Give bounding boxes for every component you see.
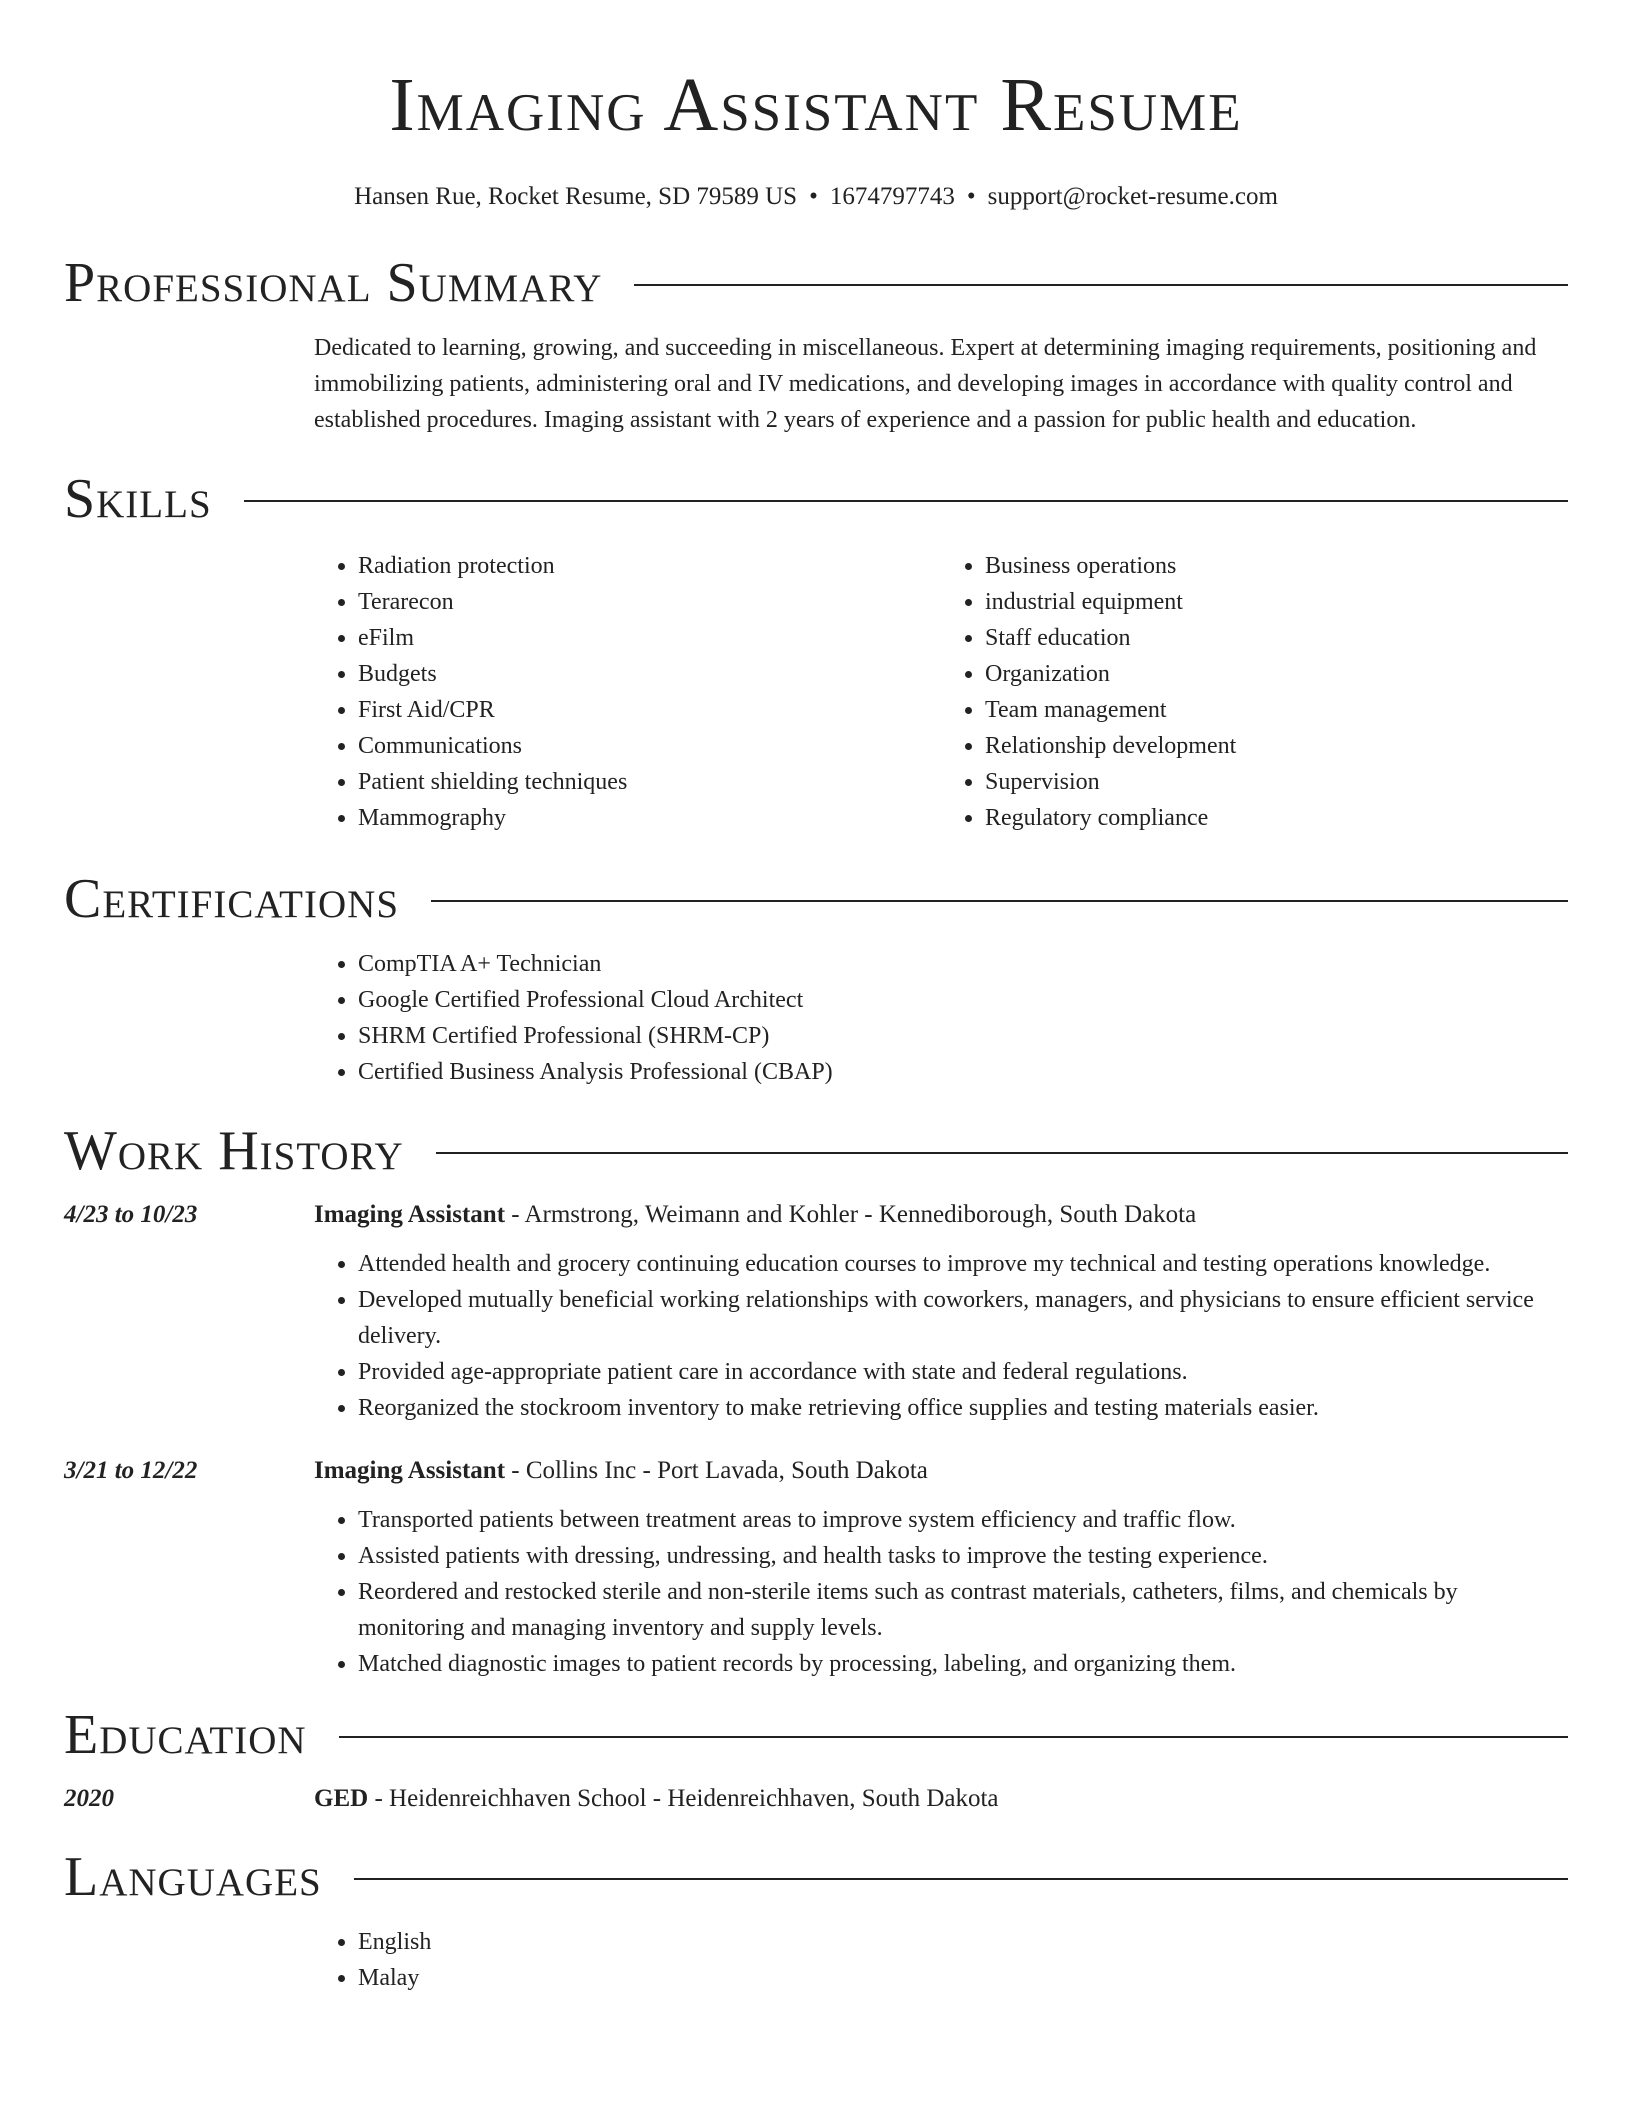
skill-item: • Staff education [985,620,1568,656]
job-entry [0,1454,1632,1682]
job-company: - Collins Inc - Port Lavada, South Dakota [505,1457,928,1484]
job-title [314,1454,1632,1488]
languages-header [0,1844,1632,1910]
certification-item: • Certified Business Analysis Professional (CBAP) [358,1054,1568,1090]
work-section [0,1118,1632,1682]
job-dates: 3/21 to 12/22 [64,1457,198,1484]
job-bullet: • Reorganized the stockroom inventory to make retrieving office supplies and testing materials easier. [358,1390,1568,1426]
certification-item: • CompTIA A+ Technician [358,946,1568,982]
contact-phone: 1674797743 [829,183,955,210]
section-title-summary: Professional Summary [64,252,603,314]
language-item: • Malay [358,1960,1568,1996]
contact-line [0,182,1632,212]
education-entry [314,1782,1632,1816]
job-position: Imaging Assistant [314,1457,506,1484]
job-position: Imaging Assistant [314,1201,506,1228]
skill-item: • Relationship development [985,728,1568,764]
skill-item: • Team management [985,692,1568,728]
section-title-certifications: Certifications [64,868,400,930]
job-bullet: • Provided age-appropriate patient care in accordance with state and federal regulations. [358,1354,1568,1390]
skill-item: • eFilm [358,620,941,656]
job-header [0,1454,1632,1488]
skills-left-list [314,548,941,836]
languages-body [314,1924,1568,1996]
work-header [0,1118,1632,1184]
skill-item: • Terarecon [358,584,941,620]
skill-item: • industrial equipment [985,584,1568,620]
job-dates: 4/23 to 10/23 [64,1201,198,1228]
job-bullet: • Reordered and restocked sterile and non-sterile items such as contrast materials, catheters, films, and chemicals by monitoring and managing inventory and supply levels. [358,1574,1568,1646]
skills-right-list [941,548,1568,836]
job-company: - Armstrong, Weimann and Kohler - Kennediborough, South Dakota [505,1201,1197,1228]
skill-item: • Communications [358,728,941,764]
job-entry [0,1198,1632,1426]
certification-item: • Google Certified Professional Cloud Architect [358,982,1568,1018]
section-divider [339,1736,1568,1738]
certifications-header [0,866,1632,932]
skill-item: • Business operations [985,548,1568,584]
education-row [0,1782,1632,1816]
contact-separator: • [966,183,976,210]
section-divider [431,900,1568,902]
education-degree: GED [314,1785,369,1812]
skill-item: • Patient shielding techniques [358,764,941,800]
skill-item: • Regulatory compliance [985,800,1568,836]
section-title-education: Education [64,1704,307,1766]
skill-item: • Supervision [985,764,1568,800]
section-divider [634,284,1568,286]
work-jobs [0,1198,1632,1682]
language-item: • English [358,1924,1568,1960]
section-title-skills: Skills [64,468,212,530]
skill-item: • First Aid/CPR [358,692,941,728]
job-title [314,1198,1632,1232]
certifications-section [0,866,1632,1090]
job-bullet: • Assisted patients with dressing, undressing, and health tasks to improve the testing experience. [358,1538,1568,1574]
job-bullets [314,1246,1568,1426]
job-duties [314,1246,1568,1426]
section-title-languages: Languages [64,1846,322,1908]
certifications-list [314,946,1568,1090]
skills-columns [314,548,1568,836]
job-bullets [314,1502,1568,1682]
languages-list [314,1924,1568,1996]
summary-header [0,250,1632,316]
skill-item: • Budgets [358,656,941,692]
section-divider [436,1152,1568,1154]
job-bullet: • Attended health and grocery continuing education courses to improve my technical and testing operations knowledge. [358,1246,1568,1282]
summary-section [0,250,1632,438]
education-details: - Heidenreichhaven School - Heidenreichhaven, South Dakota [368,1785,999,1812]
summary-text: Dedicated to learning, growing, and succeeding in miscellaneous. Expert at determining imaging requirements, positioning and immobilizing patients, administering oral and IV medications, and developing images in accordance with quality control and established procedures. Imaging assistant with 2 years of experience and a passion for public health and education. [314,335,1537,433]
certifications-body [314,946,1568,1090]
languages-section [0,1844,1632,1996]
education-year: 2020 [64,1785,114,1812]
skill-item: • Organization [985,656,1568,692]
job-duties [314,1502,1568,1682]
education-header [0,1702,1632,1768]
job-bullet: • Matched diagnostic images to patient records by processing, labeling, and organizing them. [358,1646,1568,1682]
skills-section [0,466,1632,836]
section-title-work: Work History [64,1120,404,1182]
resume-title: Imaging Assistant Resume [389,63,1243,147]
skills-header [0,466,1632,532]
skill-item: • Mammography [358,800,941,836]
contact-email[interactable]: support@rocket-resume.com [987,183,1278,210]
education-section [0,1702,1632,1816]
certification-item: • SHRM Certified Professional (SHRM-CP) [358,1018,1568,1054]
job-bullet: • Transported patients between treatment areas to improve system efficiency and traffic flow. [358,1502,1568,1538]
section-divider [354,1878,1568,1880]
contact-address: Hansen Rue, Rocket Resume, SD 79589 US [354,183,798,210]
contact-separator: • [809,183,818,210]
section-divider [244,500,1568,502]
skill-item: • Radiation protection [358,548,941,584]
job-header [0,1198,1632,1232]
job-bullet: • Developed mutually beneficial working relationships with coworkers, managers, and physicians to ensure efficient service delivery. [358,1282,1568,1354]
